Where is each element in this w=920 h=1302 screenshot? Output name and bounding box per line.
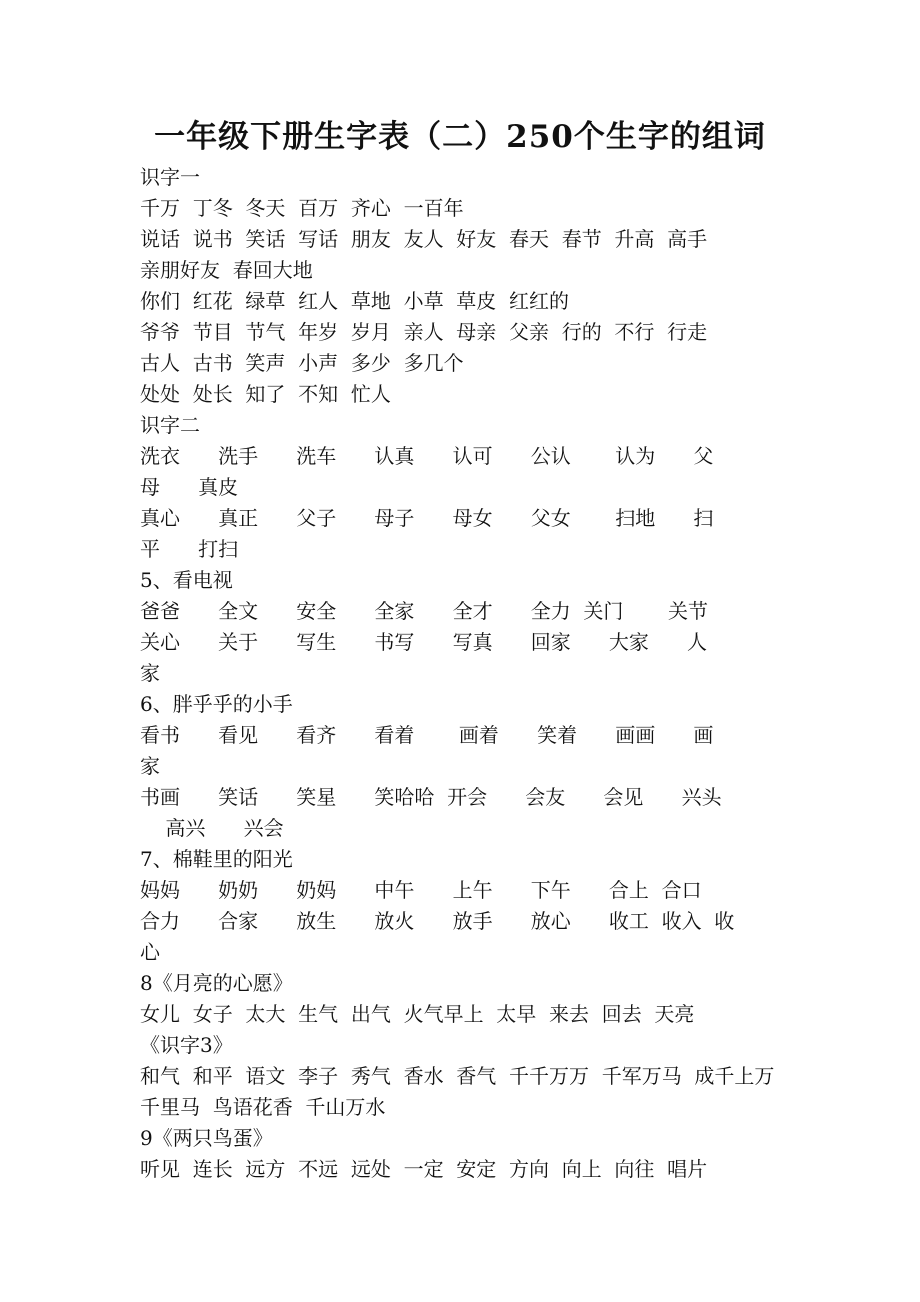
text-line: 5、看电视 <box>140 568 233 592</box>
page-title: 一年级下册生字表（二）250个生字的组词 <box>154 119 766 155</box>
text-line: 和气 和平 语文 李子 秀气 香水 香气 千千万万 千军万马 成千上万 <box>140 1064 775 1088</box>
text-line: 关心 关于 写生 书写 写真 回家 大家 人 <box>140 630 708 654</box>
text-line: 合力 合家 放生 放火 放手 放心 收工 收入 收 <box>140 909 735 933</box>
text-line: 真心 真正 父子 母子 母女 父女 扫地 扫 <box>140 506 714 530</box>
text-line: 听见 连长 远方 不远 远处 一定 安定 方向 向上 向往 唱片 <box>140 1157 708 1181</box>
text-line: 说话 说书 笑话 写话 朋友 友人 好友 春天 春节 升高 高手 <box>140 227 708 251</box>
text-line: 洗衣 洗手 洗车 认真 认可 公认 认为 父 <box>140 444 714 468</box>
text-line: 处处 处长 知了 不知 忙人 <box>140 382 391 406</box>
text-line: 家 <box>140 754 160 778</box>
text-line: 看书 看见 看齐 看着 画着 笑着 画画 画 <box>140 723 714 747</box>
text-line: 识字二 <box>140 413 200 437</box>
text-line: 心 <box>140 940 160 964</box>
text-line: 平 打扫 <box>140 537 239 561</box>
text-line: 8《月亮的心愿》 <box>140 971 293 995</box>
text-line: 亲朋好友 春回大地 <box>140 258 313 282</box>
text-line: 9《两只鸟蛋》 <box>140 1126 273 1150</box>
word-list <box>140 162 800 1185</box>
text-line: 6、胖乎乎的小手 <box>140 692 293 716</box>
text-line: 识字一 <box>140 165 200 189</box>
text-line: 《识字3》 <box>140 1033 233 1057</box>
text-line: 7、棉鞋里的阳光 <box>140 847 293 871</box>
text-line: 妈妈 奶奶 奶妈 中午 上午 下午 合上 合口 <box>140 878 702 902</box>
text-line: 书画 笑话 笑星 笑哈哈 开会 会友 会见 兴头 <box>140 785 722 809</box>
text-line: 家 <box>140 661 160 685</box>
text-line: 爸爸 全文 安全 全家 全才 全力 关门 关节 <box>140 599 708 623</box>
text-line: 千万 丁冬 冬天 百万 齐心 一百年 <box>140 196 464 220</box>
text-line: 母 真皮 <box>140 475 239 499</box>
text-line: 女儿 女子 太大 生气 出气 火气早上 太早 来去 回去 天亮 <box>140 1002 695 1026</box>
text-line: 你们 红花 绿草 红人 草地 小草 草皮 红红的 <box>140 289 570 313</box>
text-line: 高兴 兴会 <box>140 816 284 840</box>
text-line: 爷爷 节目 节气 年岁 岁月 亲人 母亲 父亲 行的 不行 行走 <box>140 320 708 344</box>
text-line: 古人 古书 笑声 小声 多少 多几个 <box>140 351 464 375</box>
text-line: 千里马 鸟语花香 千山万水 <box>140 1095 386 1119</box>
